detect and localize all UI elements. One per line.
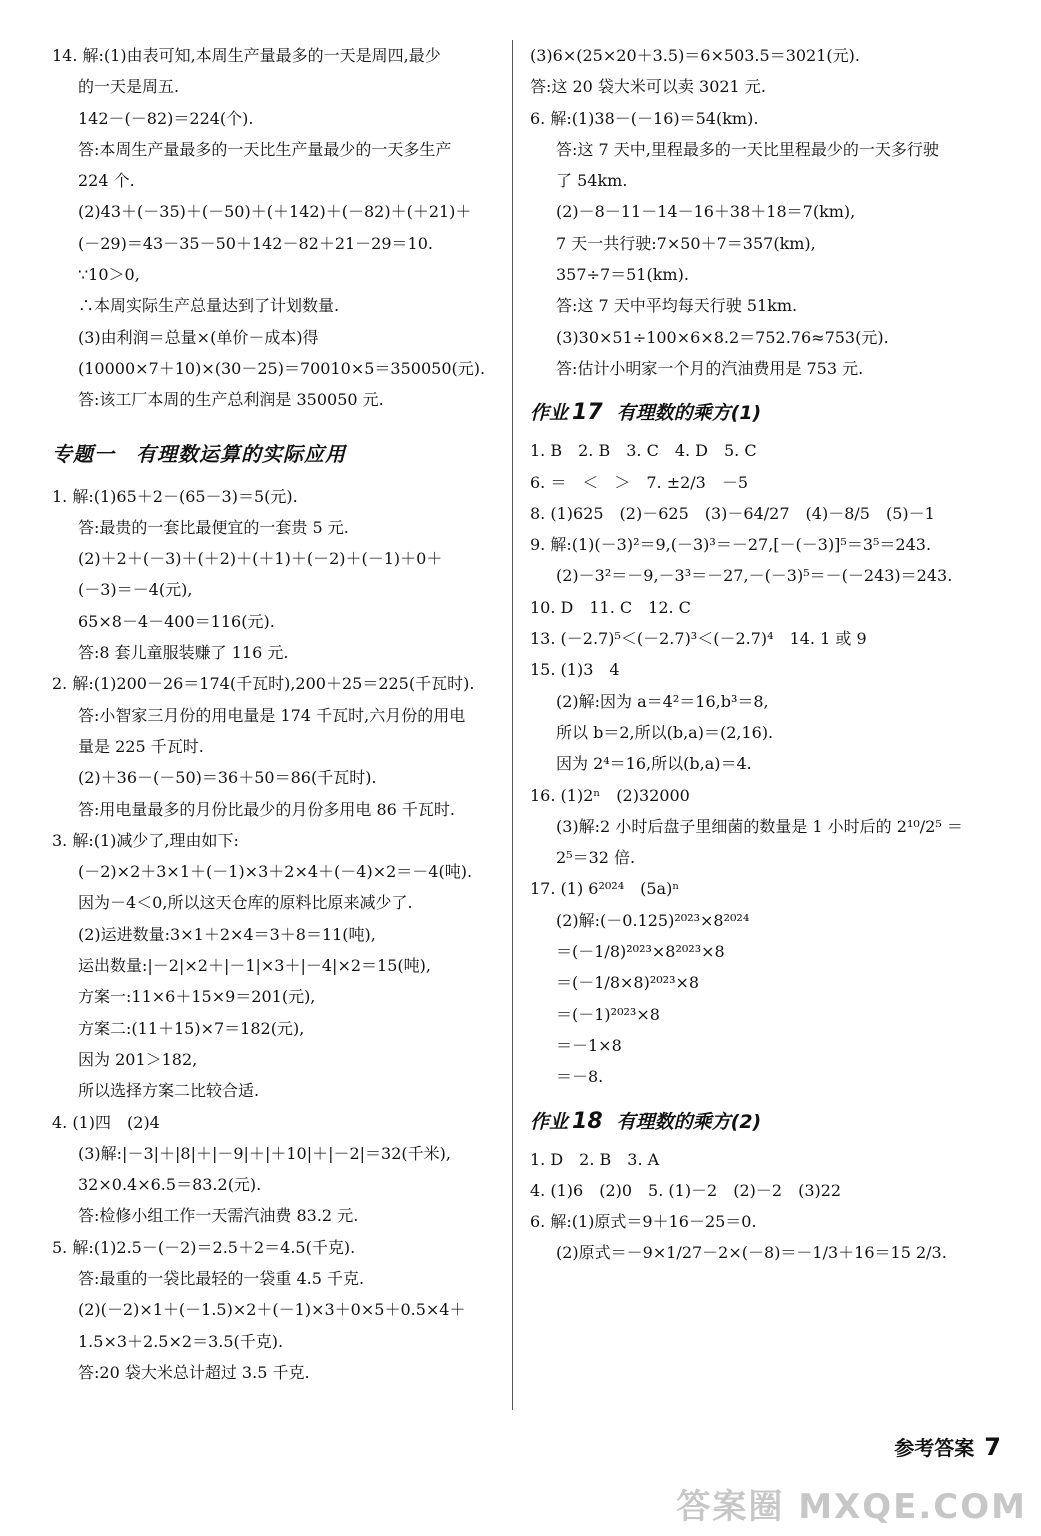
answer-line: ∴本周实际生产总量达到了计划数量. bbox=[78, 296, 340, 316]
answer-line: (2)运进数量:3×1＋2×4＝3＋8＝11(吨), bbox=[78, 924, 376, 944]
answer-line: ＝(－1/8×8)²⁰²³×8 bbox=[556, 973, 700, 993]
answer-line: 方案二:(11＋15)×7＝182(元), bbox=[78, 1018, 305, 1038]
hw17-answers bbox=[530, 435, 1000, 1092]
page-number: 7 bbox=[984, 1433, 1001, 1461]
answer-line: 答:该工厂本周的生产总利润是 350050 元. bbox=[78, 390, 384, 410]
hw17-label: 作业 bbox=[530, 402, 569, 425]
watermark: 答案圈 MXQE.COM bbox=[676, 1487, 1027, 1527]
answer-line: (－3)＝－4(元), bbox=[78, 580, 193, 600]
answer-line: (－29)＝43－35－50＋142－82＋21－29＝10. bbox=[78, 233, 433, 253]
answer-line: 65×8－4－400＝116(元). bbox=[78, 611, 275, 631]
answer-line: 2. 解:(1)200－26＝174(千瓦时),200＋25＝225(千瓦时). bbox=[52, 674, 475, 694]
answer-line: 运出数量:|－2|×2＋|－1|×3＋|－4|×2＝15(吨), bbox=[78, 956, 431, 976]
answer-line: 答:这 20 袋大米可以卖 3021 元. bbox=[530, 77, 766, 97]
answer-line: 8. (1)625 (2)－625 (3)－64/27 (4)－8/5 (5)－1 bbox=[530, 503, 935, 523]
answer-line: 答:用电量最多的月份比最少的月份多用电 86 千瓦时. bbox=[78, 799, 456, 819]
answer-line: (2)－3²＝－9,－3³＝－27,－(－3)⁵＝－(－243)＝243. bbox=[556, 566, 953, 586]
answer-line: ＝(－1)²⁰²³×8 bbox=[556, 1004, 660, 1024]
answer-line: 4. (1)6 (2)0 5. (1)－2 (2)－2 (3)22 bbox=[530, 1180, 842, 1200]
answer-line: 6. ＝ ＜ ＞ 7. ±2/3 －5 bbox=[530, 472, 749, 492]
answer-line: (2)(－2)×1＋(－1.5)×2＋(－1)×3＋0×5＋0.5×4＋ bbox=[78, 1300, 466, 1320]
answer-line: 2⁵＝32 倍. bbox=[556, 848, 636, 868]
answer-line: 答:这 7 天中,里程最多的一天比里程最少的一天多行驶 bbox=[556, 139, 939, 159]
answer-line: 10. D 11. C 12. C bbox=[530, 597, 691, 617]
hw17-number: 17 bbox=[572, 400, 603, 426]
hw17-title: 有理数的乘方(1) bbox=[616, 402, 762, 425]
answer-line: (－2)×2＋3×1＋(－1)×3＋2×4＋(－4)×2＝－4(吨). bbox=[78, 862, 473, 882]
hw18-number: 18 bbox=[572, 1108, 603, 1134]
answer-line: 因为－4＜0,所以这天仓库的原料比原来减少了. bbox=[78, 893, 413, 913]
answer-line: 357÷7＝51(km). bbox=[556, 265, 689, 285]
column-divider bbox=[512, 40, 513, 1410]
answer-line: 13. (－2.7)⁵＜(－2.7)³＜(－2.7)⁴ 14. 1 或 9 bbox=[530, 629, 867, 649]
answer-line: 16. (1)2ⁿ (2)32000 bbox=[530, 785, 690, 805]
hw18-title: 有理数的乘方(2) bbox=[616, 1110, 762, 1133]
answer-line: (3)由利润＝总量×(单价－成本)得 bbox=[78, 327, 319, 347]
answer-line: 3. 解:(1)减少了,理由如下: bbox=[52, 830, 239, 850]
answer-line: (3)30×51÷100×6×8.2＝752.76≈753(元). bbox=[556, 327, 889, 347]
hw17-heading bbox=[530, 398, 1000, 425]
answer-line: 所以选择方案二比较合适. bbox=[78, 1081, 260, 1101]
answer-line: (3)6×(25×20＋3.5)＝6×503.5＝3021(元). bbox=[530, 46, 860, 65]
answer-line: ＝－8. bbox=[556, 1067, 604, 1087]
answer-line: 答:检修小组工作一天需汽油费 83.2 元. bbox=[78, 1206, 359, 1226]
answer-line: 答:本周生产量最多的一天比生产量最少的一天多生产 bbox=[78, 139, 452, 159]
answer-line: 1.5×3＋2.5×2＝3.5(千克). bbox=[78, 1331, 284, 1351]
right-block-1 bbox=[530, 40, 1000, 384]
answer-line: 因为 2⁴＝16,所以(b,a)＝4. bbox=[556, 754, 752, 774]
answer-line: (2)原式＝－9×1/27－2×(－8)＝－1/3＋16＝15 2/3. bbox=[556, 1243, 947, 1263]
answer-line: (2)＋36－(－50)＝36＋50＝86(千瓦时). bbox=[78, 768, 377, 788]
answer-line: 32×0.4×6.5＝83.2(元). bbox=[78, 1175, 262, 1195]
hw18-answers bbox=[530, 1144, 1000, 1269]
answer-line: (3)解:|－3|＋|8|＋|－9|＋|＋10|＋|－2|＝32(千米), bbox=[78, 1143, 451, 1163]
left-block-1 bbox=[52, 40, 500, 416]
answer-line: 的一天是周五. bbox=[78, 77, 180, 97]
answer-line: 1. D 2. B 3. A bbox=[530, 1149, 660, 1169]
answer-line: ＝－1×8 bbox=[556, 1035, 622, 1055]
answer-line: (2)43＋(－35)＋(－50)＋(＋142)＋(－82)＋(＋21)＋ bbox=[78, 202, 472, 222]
answer-line: 答:最重的一袋比最轻的一袋重 4.5 千克. bbox=[78, 1268, 365, 1288]
answer-line: (10000×7＋10)×(30－25)＝70010×5＝350050(元). bbox=[78, 358, 486, 378]
answer-line: 1. B 2. B 3. C 4. D 5. C bbox=[530, 441, 757, 461]
answer-line: 15. (1)3 4 bbox=[530, 660, 620, 680]
footer-label: 参考答案 bbox=[894, 1436, 975, 1460]
answer-line: 17. (1) 6²⁰²⁴ (5a)ⁿ bbox=[530, 879, 680, 899]
section-title: 专题一 有理数运算的实际应用 bbox=[52, 441, 346, 466]
answer-line: (2)＋2＋(－3)＋(＋2)＋(＋1)＋(－2)＋(－1)＋0＋ bbox=[78, 549, 443, 569]
answer-line: ∵10＞0, bbox=[78, 265, 140, 285]
answer-line: 答:这 7 天中平均每天行驶 51km. bbox=[556, 296, 798, 316]
answer-line: (3)解:2 小时后盘子里细菌的数量是 1 小时后的 2¹⁰/2⁵ ＝ bbox=[556, 816, 963, 836]
answer-line: 1. 解:(1)65＋2－(65－3)＝5(元). bbox=[52, 486, 298, 506]
answer-line: 答:8 套儿童服装赚了 116 元. bbox=[78, 643, 289, 663]
answer-line: 9. 解:(1)(－3)²＝9,(－3)³＝－27,[－(－3)]⁵＝3⁵＝243. bbox=[530, 535, 932, 555]
answer-line: 方案一:11×6＋15×9＝201(元), bbox=[78, 987, 316, 1007]
answer-line: 所以 b＝2,所以(b,a)＝(2,16). bbox=[556, 722, 774, 742]
answer-line: 224 个. bbox=[78, 171, 135, 191]
page-footer bbox=[894, 1432, 1001, 1461]
hw18-label: 作业 bbox=[530, 1110, 569, 1133]
answer-line: 答:小智家三月份的用电量是 174 千瓦时,六月份的用电 bbox=[78, 705, 466, 725]
answer-line: (2)解:(－0.125)²⁰²³×8²⁰²⁴ bbox=[556, 910, 750, 930]
answer-line: 6. 解:(1)38－(－16)＝54(km). bbox=[530, 108, 759, 128]
answer-line: 答:最贵的一套比最便宜的一套贵 5 元. bbox=[78, 517, 349, 537]
answer-line: 14. 解:(1)由表可知,本周生产量最多的一天是周四,最少 bbox=[52, 46, 441, 65]
right-column bbox=[530, 40, 1000, 1269]
answer-line: 6. 解:(1)原式＝9＋16－25＝0. bbox=[530, 1212, 757, 1232]
answer-line: 7 天一共行驶:7×50＋7＝357(km), bbox=[556, 233, 816, 253]
answer-line: 4. (1)四 (2)4 bbox=[52, 1112, 160, 1132]
left-block-2 bbox=[52, 481, 500, 1389]
answer-line: 量是 225 千瓦时. bbox=[78, 736, 204, 756]
answer-line: (2)解:因为 a＝4²＝16,b³＝8, bbox=[556, 691, 769, 711]
left-column bbox=[52, 40, 500, 1388]
answer-line: 142－(－82)＝224(个). bbox=[78, 108, 254, 128]
answer-line: 答:20 袋大米总计超过 3.5 千克. bbox=[78, 1362, 310, 1382]
answer-line: 答:估计小明家一个月的汽油费用是 753 元. bbox=[556, 358, 864, 378]
answer-line: 因为 201＞182, bbox=[78, 1049, 198, 1069]
hw18-heading bbox=[530, 1107, 1000, 1134]
answer-line: 5. 解:(1)2.5－(－2)＝2.5＋2＝4.5(千克). bbox=[52, 1237, 356, 1257]
answer-line: 了 54km. bbox=[556, 171, 628, 191]
answer-line: ＝(－1/8)²⁰²³×8²⁰²³×8 bbox=[556, 942, 725, 962]
answer-line: (2)－8－11－14－16＋38＋18＝7(km), bbox=[556, 202, 856, 222]
